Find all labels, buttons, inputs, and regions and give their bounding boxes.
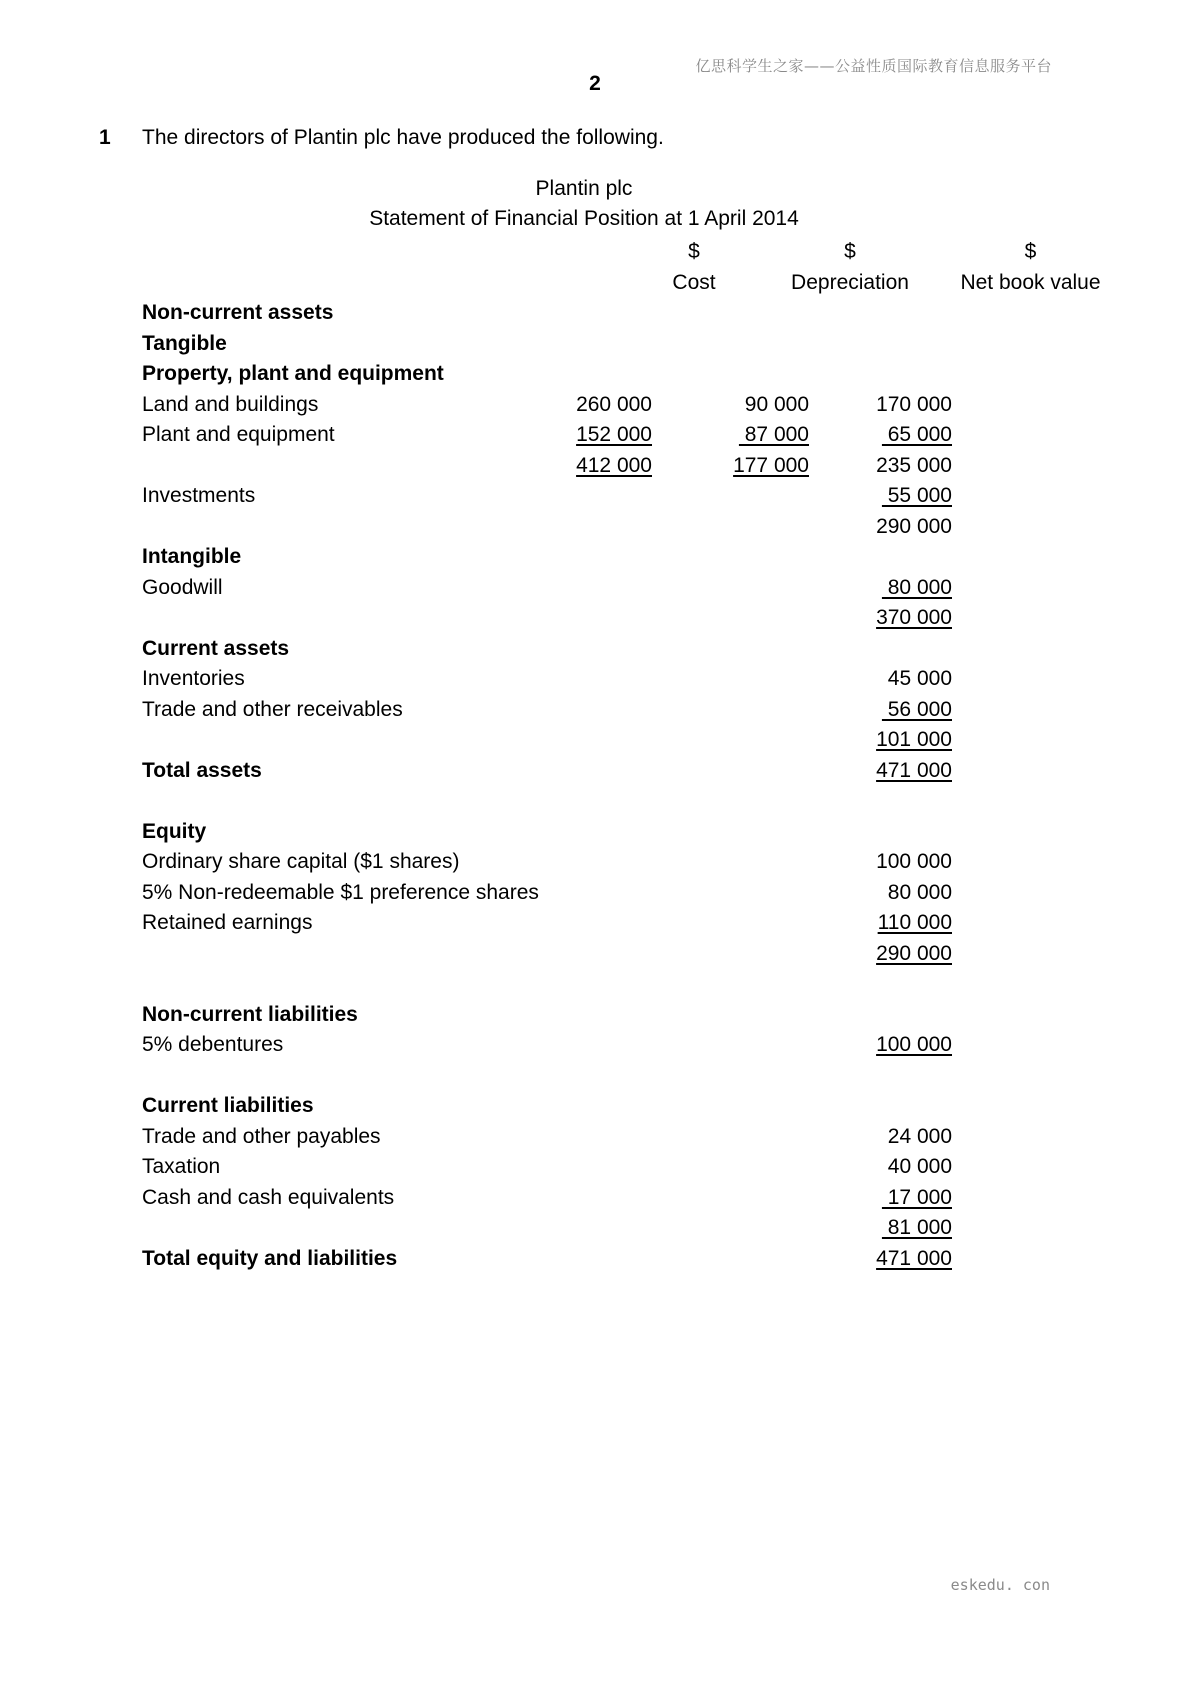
nbv-value: 235 000 — [876, 453, 952, 477]
statement-row — [142, 756, 1052, 787]
statement-row — [142, 878, 1052, 909]
section-heading: Total assets — [142, 758, 262, 782]
nbv-value: 24 000 — [887, 1124, 952, 1148]
column-header-cost: Cost — [672, 270, 716, 294]
question-text: The directors of Plantin plc have produced the following. — [142, 126, 664, 149]
section-heading: Non-current liabilities — [142, 1002, 358, 1026]
section-heading: Intangible — [142, 545, 242, 568]
cost-value: 152 000 — [576, 423, 652, 446]
column-header-row — [142, 268, 1101, 299]
statement-row — [142, 1244, 1052, 1275]
nbv-value: 370 000 — [876, 606, 952, 629]
statement-row — [142, 1213, 1052, 1244]
statement-title: Statement of Financial Position at 1 April 2014 — [369, 207, 799, 230]
watermark-footer: eskedu. con — [950, 1576, 1050, 1594]
column-header-depreciation: Depreciation — [791, 270, 909, 294]
nbv-value: 471 000 — [876, 758, 952, 782]
line-item-label: Trade and other payables — [142, 1124, 381, 1148]
nbv-value: 110 000 — [877, 911, 952, 934]
statement-row — [142, 847, 1052, 878]
nbv-value: 17 000 — [881, 1185, 952, 1209]
statement-rows — [142, 298, 1052, 1274]
financial-position-table — [142, 237, 1101, 1274]
statement-row — [142, 817, 1052, 848]
statement-row — [142, 481, 1052, 512]
section-heading: Current liabilities — [142, 1094, 314, 1117]
statement-row — [142, 1152, 1052, 1183]
statement-row — [142, 1183, 1052, 1214]
statement-row — [142, 695, 1052, 726]
statement-row — [142, 1091, 1052, 1122]
section-heading: Current assets — [142, 636, 290, 660]
statement-row — [142, 451, 1052, 482]
line-item-label: 5% Non-redeemable $1 preference shares — [142, 880, 539, 904]
depreciation-value: 177 000 — [733, 453, 809, 477]
statement-row — [142, 1000, 1052, 1031]
column-currency-cost: $ — [688, 240, 700, 263]
section-heading: Non-current assets — [142, 301, 334, 324]
statement-row — [142, 634, 1052, 665]
line-item-label: Plant and equipment — [142, 423, 335, 446]
nbv-value: 45 000 — [887, 667, 952, 690]
watermark-header: 亿思科学生之家——公益性质国际教育信息服务平台 — [695, 57, 1052, 75]
nbv-value: 471 000 — [876, 1246, 952, 1270]
section-heading: Property, plant and equipment — [142, 362, 444, 385]
statement-row — [142, 329, 1052, 360]
column-currency-row — [142, 237, 1052, 268]
line-item-label: Ordinary share capital ($1 shares) — [142, 850, 460, 873]
nbv-value: 80 000 — [881, 575, 952, 599]
section-heading: Equity — [142, 819, 207, 843]
statement-row — [142, 390, 1052, 421]
line-item-label: Cash and cash equivalents — [142, 1185, 395, 1209]
nbv-value: 81 000 — [881, 1216, 952, 1239]
column-header-nbv: Net book value — [960, 270, 1101, 294]
depreciation-value: 87 000 — [738, 423, 809, 446]
statement-row — [142, 786, 1052, 817]
nbv-value: 100 000 — [876, 850, 952, 873]
nbv-value: 101 000 — [876, 728, 952, 751]
statement-row — [142, 1030, 1052, 1061]
nbv-value: 170 000 — [876, 392, 952, 416]
cost-value: 260 000 — [576, 392, 652, 416]
page-number: 2 — [589, 72, 601, 95]
line-item-label: 5% debentures — [142, 1033, 284, 1056]
cost-value: 412 000 — [576, 453, 652, 477]
nbv-value: 80 000 — [887, 880, 952, 904]
statement-row — [142, 939, 1052, 970]
statement-row — [142, 603, 1052, 634]
section-heading: Tangible — [142, 331, 227, 355]
statement-row — [142, 298, 1052, 329]
nbv-value: 100 000 — [876, 1033, 952, 1056]
nbv-value: 40 000 — [887, 1155, 952, 1178]
line-item-label: Taxation — [142, 1155, 221, 1178]
statement-row — [142, 359, 1052, 390]
statement-row — [142, 573, 1052, 604]
depreciation-value: 90 000 — [744, 392, 809, 416]
line-item-label: Land and buildings — [142, 392, 319, 416]
statement-row — [142, 512, 1052, 543]
nbv-value: 56 000 — [881, 697, 952, 721]
section-heading: Total equity and liabilities — [142, 1246, 398, 1270]
statement-row — [142, 725, 1052, 756]
statement-row — [142, 908, 1052, 939]
statement-row — [142, 420, 1052, 451]
nbv-value: 290 000 — [876, 941, 952, 965]
line-item-label: Trade and other receivables — [142, 697, 403, 721]
statement-company-name: Plantin plc — [535, 177, 633, 200]
line-item-label: Inventories — [142, 667, 245, 690]
line-item-label: Goodwill — [142, 575, 223, 599]
statement-row — [142, 664, 1052, 695]
column-currency-depreciation: $ — [844, 240, 856, 263]
column-currency-nbv: $ — [1024, 240, 1037, 263]
question-number: 1 — [99, 126, 111, 149]
nbv-value: 290 000 — [876, 514, 952, 538]
statement-row — [142, 969, 1052, 1000]
nbv-value: 55 000 — [881, 484, 952, 507]
nbv-value: 65 000 — [881, 423, 952, 446]
line-item-label: Retained earnings — [142, 911, 313, 934]
statement-row — [142, 1061, 1052, 1092]
statement-row — [142, 542, 1052, 573]
line-item-label: Investments — [142, 484, 256, 507]
statement-row — [142, 1122, 1052, 1153]
